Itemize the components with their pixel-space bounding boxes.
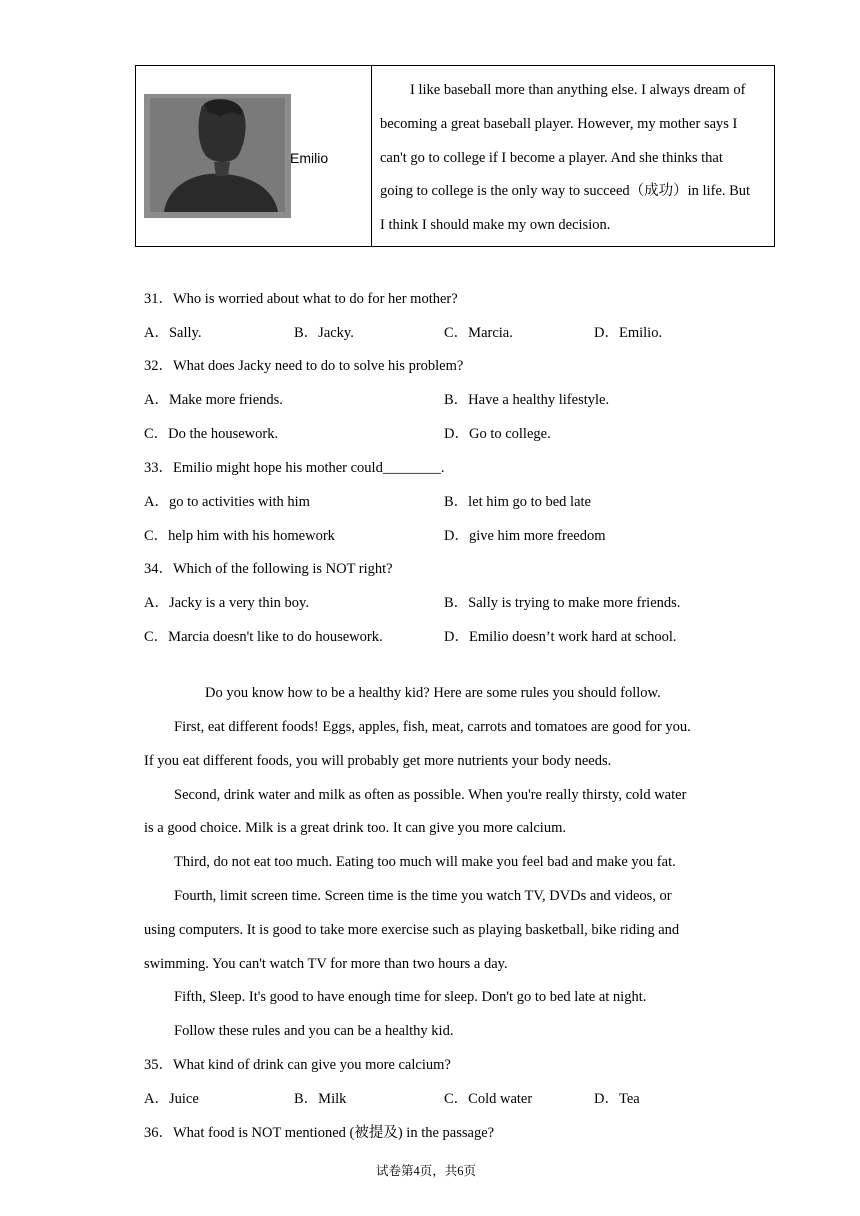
- person-name: Emilio: [290, 150, 329, 166]
- option-31-c: C．Marcia.: [444, 325, 513, 341]
- description-line: going to college is the only way to succeed（成功）in life. But: [380, 183, 751, 199]
- emilio-photo: [144, 94, 291, 218]
- passage-line: Fifth, Sleep. It's good to have enough time for sleep. Don't go to bed late at night.: [174, 989, 647, 1005]
- option-34-c: C．Marcia doesn't like to do housework.: [144, 629, 383, 645]
- passage-line: Third, do not eat too much. Eating too much will make you feel bad and make you fat.: [174, 854, 676, 870]
- option-32-a: A．Make more friends.: [144, 392, 283, 408]
- option-33-d: D．give him more freedom: [444, 528, 606, 544]
- option-35-b: B．Milk: [294, 1091, 347, 1107]
- option-35-a: A．Juice: [144, 1091, 199, 1107]
- option-34-b: B．Sally is trying to make more friends.: [444, 595, 681, 611]
- description-line: I think I should make my own decision.: [380, 217, 611, 233]
- option-33-c: C．help him with his homework: [144, 528, 335, 544]
- page-footer: 试卷第4页，共6页: [376, 1164, 477, 1178]
- question-31-stem: 31．Who is worried about what to do for her mother?: [144, 291, 458, 307]
- description-line: becoming a great baseball player. However, my mother says I: [380, 116, 738, 132]
- option-31-a: A．Sally.: [144, 325, 202, 341]
- question-34-stem: 34．Which of the following is NOT right?: [144, 561, 393, 577]
- option-31-b: B．Jacky.: [294, 325, 354, 341]
- question-35-stem: 35．What kind of drink can give you more calcium?: [144, 1057, 451, 1073]
- option-35-d: D．Tea: [594, 1091, 640, 1107]
- description-line: I like baseball more than anything else. I always dream of: [410, 82, 746, 98]
- option-32-c: C．Do the housework.: [144, 426, 279, 442]
- passage-line: Follow these rules and you can be a healthy kid.: [174, 1023, 454, 1039]
- option-34-a: A．Jacky is a very thin boy.: [144, 595, 309, 611]
- passage-line: Do you know how to be a healthy kid? Here are some rules you should follow.: [205, 685, 661, 701]
- question-32-stem: 32．What does Jacky need to do to solve his problem?: [144, 358, 464, 374]
- question-33-stem: 33．Emilio might hope his mother could________.: [144, 460, 445, 476]
- option-33-a: A．go to activities with him: [144, 494, 310, 510]
- photo-cell: [136, 66, 372, 247]
- option-31-d: D．Emilio.: [594, 325, 663, 341]
- description-cell: [372, 66, 775, 247]
- passage-line: using computers. It is good to take more exercise such as playing basketball, bike riding and: [144, 922, 680, 938]
- option-32-d: D．Go to college.: [444, 426, 551, 442]
- option-34-d: D．Emilio doesn’t work hard at school.: [444, 629, 677, 645]
- passage-line: swimming. You can't watch TV for more than two hours a day.: [144, 956, 508, 972]
- option-35-c: C．Cold water: [444, 1091, 533, 1107]
- passage-line: is a good choice. Milk is a great drink too. It can give you more calcium.: [144, 820, 566, 836]
- passage-line: Second, drink water and milk as often as possible. When you're really thirsty, cold water: [174, 787, 687, 803]
- profile-table: [135, 65, 775, 247]
- passage-line: First, eat different foods! Eggs, apples, fish, meat, carrots and tomatoes are good for you.: [174, 719, 691, 735]
- option-33-b: B．let him go to bed late: [444, 494, 591, 510]
- question-36-stem: 36．What food is NOT mentioned (被提及) in the passage?: [144, 1125, 495, 1141]
- passage-line: If you eat different foods, you will probably get more nutrients your body needs.: [144, 753, 612, 769]
- passage-line: Fourth, limit screen time. Screen time is the time you watch TV, DVDs and videos, or: [174, 888, 672, 904]
- option-32-b: B．Have a healthy lifestyle.: [444, 392, 610, 408]
- description-line: can't go to college if I become a player. And she thinks that: [380, 150, 723, 166]
